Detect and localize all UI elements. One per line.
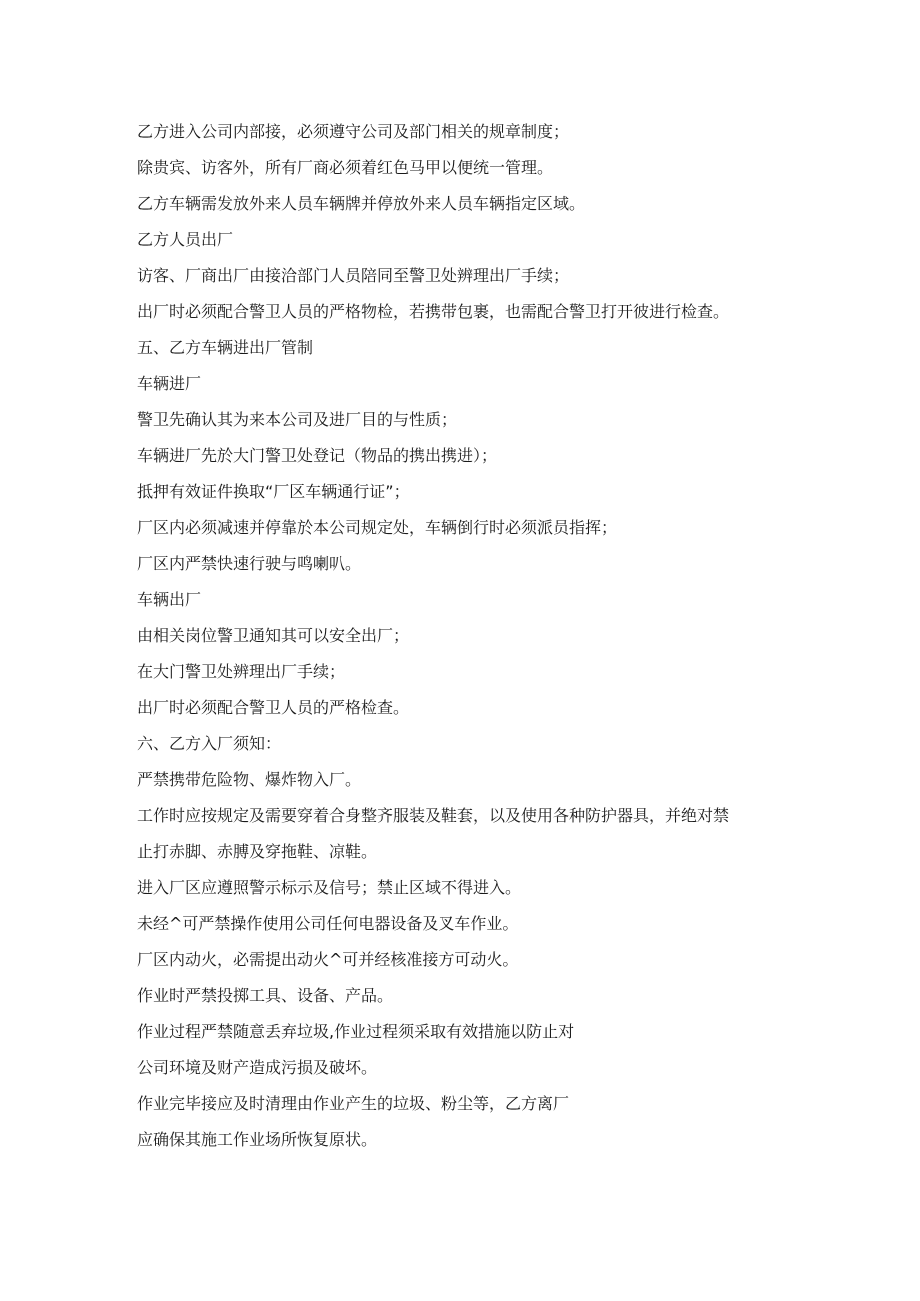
- section-heading: 六、乙方入厂须知：: [137, 734, 282, 753]
- document-body: [137, 114, 797, 1158]
- paragraph-line: 作业时严禁投掷工具、设备、产品。: [137, 986, 394, 1005]
- paragraph-line: 抵押有效证件换取“厂区车辆通行证”；: [137, 482, 410, 501]
- section-heading: 五、乙方车辆进出厂管制: [137, 338, 314, 357]
- paragraph-line: 止打赤脚、赤膊及穿拖鞋、凉鞋。: [137, 842, 378, 861]
- paragraph-line: 未经^可严禁操作使用公司任何电器设备及叉车作业。: [137, 914, 519, 933]
- paragraph-line: 乙方进入公司内部接，必须遵守公司及部门相关的规章制度；: [137, 122, 570, 141]
- section-subheading: 车辆进厂: [137, 374, 202, 393]
- paragraph-line: 在大门警卫处辨理出厂手续；: [137, 662, 346, 681]
- paragraph-line: 车辆进厂先於大门警卫处登记（物品的携出携进）；: [137, 446, 498, 465]
- paragraph-line: 由相关岗位警卫通知其可以安全出厂；: [137, 626, 410, 645]
- paragraph-line: 厂区内动火，必需提出动火^可并经核准接方可动火。: [137, 950, 519, 969]
- paragraph-line: 厂区内必须减速并停靠於本公司规定处，车辆倒行时必须派员指挥；: [137, 518, 618, 537]
- paragraph-line: 应确保其施工作业场所恢复原状。: [137, 1130, 378, 1149]
- paragraph-line: 警卫先确认其为来本公司及进厂目的与性质；: [137, 410, 458, 429]
- paragraph-line: 出厂时必须配合警卫人员的严格检查。: [137, 698, 410, 717]
- paragraph-line: 作业完毕接应及时清理由作业产生的垃圾、粉尘等，乙方离厂: [137, 1094, 570, 1113]
- paragraph-line: 乙方车辆需发放外来人员车辆牌并停放外来人员车辆指定区域。: [137, 194, 586, 213]
- paragraph-line: 厂区内严禁快速行驶与鸣喇叭。: [137, 554, 362, 573]
- paragraph-line: 除贵宾、访客外，所有厂商必须着红色马甲以便统一管理。: [137, 158, 554, 177]
- paragraph-line: 访客、厂商出厂由接洽部门人员陪同至警卫处辨理出厂手续；: [137, 266, 570, 285]
- paragraph-line: 工作时应按规定及需要穿着合身整齐服装及鞋套，以及使用各种防护器具，并绝对禁: [137, 806, 730, 825]
- paragraph-line: 公司环境及财产造成污损及破坏。: [137, 1058, 378, 1077]
- paragraph-line: 作业过程严禁随意丢弃垃圾,作业过程须采取有效措施以防止对: [137, 1022, 575, 1041]
- paragraph-line: 进入厂区应遵照警示标示及信号；禁止区域不得进入。: [137, 878, 522, 897]
- paragraph-line: 严禁携带危险物、爆炸物入厂。: [137, 770, 362, 789]
- paragraph-line: 出厂时必须配合警卫人员的严格物检，若携带包裹，也需配合警卫打开彼进行检查。: [137, 302, 730, 321]
- section-subheading: 乙方人员出厂: [137, 230, 234, 249]
- section-subheading: 车辆出厂: [137, 590, 202, 609]
